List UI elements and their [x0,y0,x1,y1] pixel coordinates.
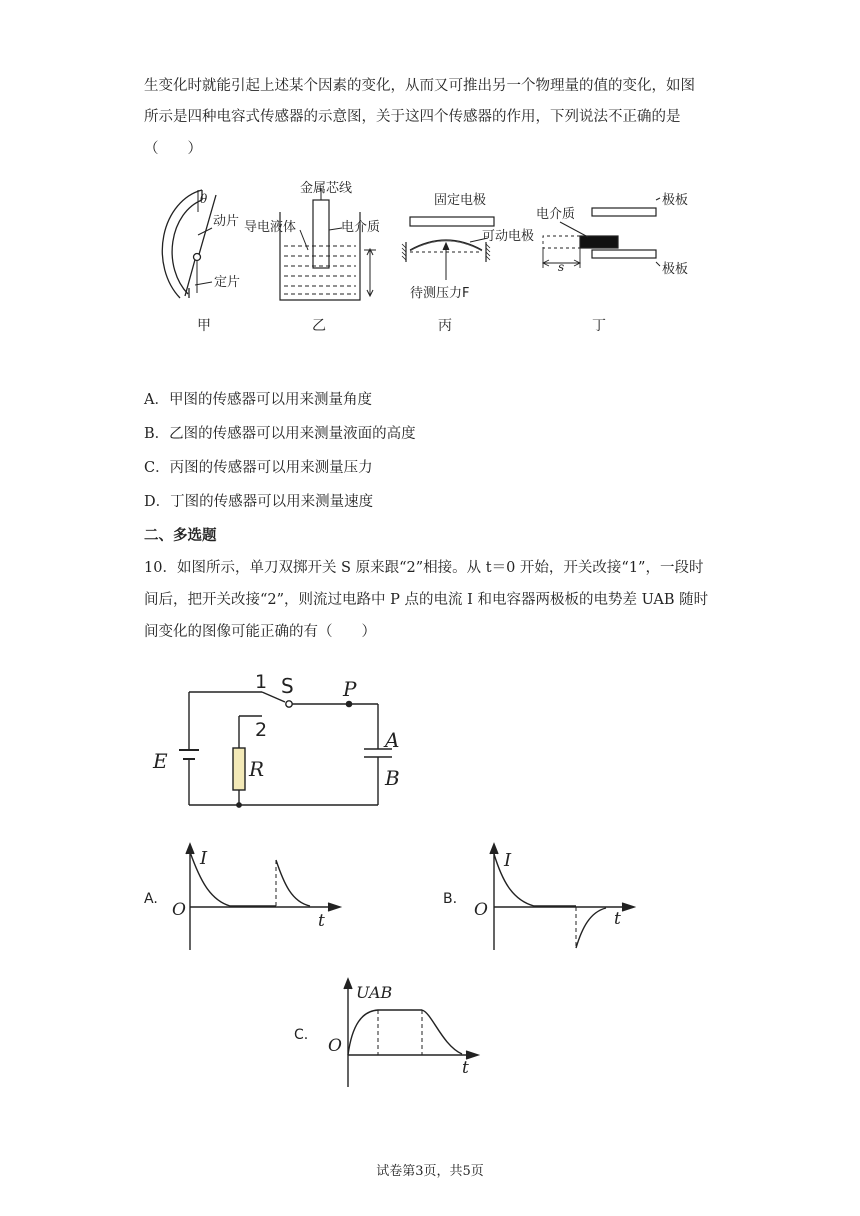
bing-fixed-label: 固定电极 [434,193,487,208]
graph-a-y-label: I [200,848,208,869]
graph-a [170,840,350,955]
figure-jia [162,190,216,298]
q9-sensor-figures [140,170,720,345]
graph-a-label[interactable]: A. [144,891,158,907]
graph-a-origin: O [172,900,186,920]
ding-s-label: s [558,260,565,274]
bing-force-label: 待测压力F [410,286,470,301]
page-footer: 试卷第3页，共5页 [376,1164,484,1179]
yi-liquid-label: 导电液体 [244,220,297,235]
circuit-label-2: 2 [255,719,268,741]
q10-text-line-2: 间后，把开关改接“2”，则流过电路中 P 点的电流 I 和电容器两极板的电势差 UAB 随时 [144,592,709,608]
circuit-label-S: S [281,674,294,698]
ding-dielectric-label: 电介质 [536,207,576,222]
circuit-label-E: E [153,749,168,773]
circuit-label-R: R [249,757,265,781]
graph-b [470,840,650,955]
q9-option-d[interactable]: D．丁图的传感器可以用来测量速度 [144,494,374,510]
q10-text-line-3: 间变化的图像可能正确的有（ ） [144,624,376,640]
graph-b-y-label: I [504,850,512,871]
circuit-label-A: A [385,728,400,752]
q9-text-line-2: 所示是四种电容式传感器的示意图，关于这四个传感器的作用，下列说法不正确的是 [144,109,681,125]
bing-movable-label: 可动电极 [482,229,535,244]
q9-option-b[interactable]: B．乙图的传感器可以用来测量液面的高度 [144,426,416,442]
bing-caption: 丙 [438,318,452,334]
q10-text-line-1: 10．如图所示，单刀双掷开关 S 原来跟“2”相接。从 t＝0 开始，开关改接“1”，一段时 [144,560,704,576]
graph-c [320,975,500,1090]
yi-dielectric-label: 电介质 [341,220,381,235]
q10-circuit-diagram [145,668,415,818]
circuit-label-1: 1 [255,671,268,693]
q9-option-c[interactable]: C．丙图的传感器可以用来测量压力 [144,460,373,476]
graph-a-x-label: t [318,911,325,931]
ding-plate-top-label: 极板 [662,193,689,208]
graph-b-x-label: t [614,909,621,929]
jia-theta: θ [200,192,208,206]
jia-moving-label: 动片 [213,214,240,229]
ding-caption: 丁 [592,318,606,334]
graph-c-x-label: t [462,1058,469,1078]
q9-text-line-3: （ ） [144,141,202,157]
ding-plate-bottom-label: 极板 [662,262,689,277]
circuit-label-P: P [343,677,357,701]
graph-c-label[interactable]: C. [294,1027,309,1043]
graph-c-origin: O [328,1036,342,1056]
graph-c-y-label: UAB [356,983,393,1002]
section-title-multi-choice: 二、多选题 [144,527,217,544]
yi-caption: 乙 [312,318,326,334]
jia-fixed-label: 定片 [214,275,241,290]
graph-b-origin: O [474,900,488,920]
q9-option-a[interactable]: A．甲图的传感器可以用来测量角度 [144,392,372,408]
jia-caption: 甲 [197,318,211,334]
q9-text-line-1: 生变化时就能引起上述某个因素的变化，从而又可推出另一个物理量的值的变化，如图 [144,78,695,94]
circuit-label-B: B [385,766,400,790]
yi-core-label: 金属芯线 [300,181,353,196]
figure-yi [280,188,376,300]
graph-b-label[interactable]: B. [443,891,458,907]
figure-bing [402,217,494,280]
